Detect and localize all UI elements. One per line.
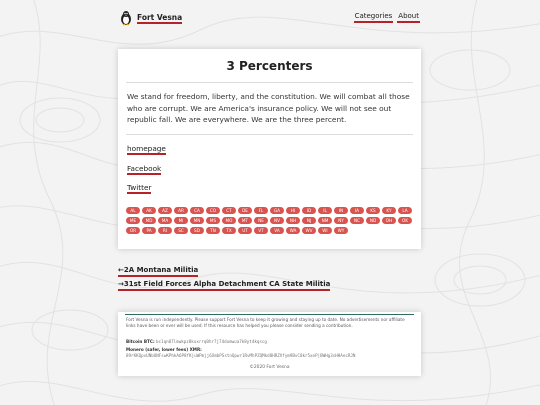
footer xyxy=(118,312,421,376)
state-tag-ok[interactable]: OK xyxy=(398,217,412,224)
state-tag-pa[interactable]: PA xyxy=(142,227,156,234)
state-tag-md[interactable]: MD xyxy=(142,217,156,224)
divider xyxy=(126,134,413,135)
state-tag-oh[interactable]: OH xyxy=(382,217,396,224)
state-tag-ak[interactable]: AK xyxy=(142,207,156,214)
nav-categories-link[interactable]: Categories xyxy=(354,12,394,23)
state-tag-il[interactable]: IL xyxy=(318,207,332,214)
penguin-logo-icon xyxy=(118,10,134,26)
twitter-link[interactable]: Twitter xyxy=(127,183,152,192)
facebook-link[interactable]: Facebook xyxy=(127,164,162,173)
state-tag-wv[interactable]: WV xyxy=(302,227,316,234)
state-tag-tn[interactable]: TN xyxy=(206,227,220,234)
state-tag-ut[interactable]: UT xyxy=(238,227,252,234)
state-tag-wi[interactable]: WI xyxy=(318,227,332,234)
state-tag-mn[interactable]: MN xyxy=(190,217,204,224)
divider xyxy=(126,82,413,83)
btc-label: Bitcoin BTC: xyxy=(126,339,155,344)
state-tag-ct[interactable]: CT xyxy=(222,207,236,214)
xmr-address[interactable]: 89rKKQpvUNbUNFswKPhkA6P8fKjuWPmjj6XmbPSstnQpwr1RvMhPZQMkd8HRZVfym9BvC8kr5xeP|BWHg3sHHAecRJN xyxy=(126,353,356,358)
xmr-row xyxy=(126,347,413,359)
state-tag-ky[interactable]: KY xyxy=(382,207,396,214)
state-tag-fl[interactable]: FL xyxy=(254,207,268,214)
state-tag-ga[interactable]: GA xyxy=(270,207,284,214)
state-tag-va[interactable]: VA xyxy=(270,227,284,234)
state-tag-nc[interactable]: NC xyxy=(350,217,364,224)
state-tag-nd[interactable]: ND xyxy=(366,217,380,224)
state-tag-nv[interactable]: NV xyxy=(270,217,284,224)
top-nav xyxy=(354,12,420,23)
homepage-link[interactable]: homepage xyxy=(127,144,166,153)
state-tag-wa[interactable]: WA xyxy=(286,227,300,234)
state-tag-ar[interactable]: AR xyxy=(174,207,188,214)
state-tag-ca[interactable]: CA xyxy=(190,207,204,214)
group-description: We stand for freedom, liberty, and the constitution. We will combat all those who are corrupt. We are America's insurance policy. We will not see out republic fall. We are everywhere. We are the three percent. xyxy=(127,92,410,124)
state-tag-vt[interactable]: VT xyxy=(254,227,268,234)
previous-entry-link[interactable]: ←2A Montana Militia xyxy=(118,266,198,277)
state-tag-ny[interactable]: NY xyxy=(334,217,348,224)
xmr-label: Monero (safer, lower fees) XMR: xyxy=(126,347,202,352)
next-entry-link[interactable]: →31st Field Forces Alpha Detachment CA State Militia xyxy=(118,280,330,291)
footer-accent-line xyxy=(125,314,414,315)
state-tag-nj[interactable]: NJ xyxy=(302,217,316,224)
state-tag-ia[interactable]: IA xyxy=(350,207,364,214)
state-tag-nh[interactable]: NH xyxy=(286,217,300,224)
state-tag-la[interactable]: LA xyxy=(398,207,412,214)
state-tag-ks[interactable]: KS xyxy=(366,207,380,214)
btc-row xyxy=(126,339,413,345)
state-tag-id[interactable]: ID xyxy=(302,207,316,214)
state-tag-az[interactable]: AZ xyxy=(158,207,172,214)
state-tag-al[interactable]: AL xyxy=(126,207,140,214)
state-tag-tx[interactable]: TX xyxy=(222,227,236,234)
support-notice: Fort Vesna is run independently. Please support Fort Vesna to keep it growing and staying up to date. No advertisements nor affiliate links have been or ever will be used. If this resource has helped you please consider sending a contribution. xyxy=(126,317,405,328)
state-tag-de[interactable]: DE xyxy=(238,207,252,214)
site-name[interactable]: Fort Vesna xyxy=(137,12,183,22)
state-tag-ma[interactable]: MA xyxy=(158,217,172,224)
state-tag-mi[interactable]: MI xyxy=(174,217,188,224)
state-tag-hi[interactable]: HI xyxy=(286,207,300,214)
state-tag-me[interactable]: ME xyxy=(126,217,140,224)
state-tag-in[interactable]: IN xyxy=(334,207,348,214)
state-tag-nm[interactable]: NM xyxy=(318,217,332,224)
state-tag-sc[interactable]: SC xyxy=(174,227,188,234)
page-title: 3 Percenters xyxy=(226,59,313,73)
state-tag-co[interactable]: CO xyxy=(206,207,220,214)
state-tag-ri[interactable]: RI xyxy=(158,227,172,234)
state-tag-ne[interactable]: NE xyxy=(254,217,268,224)
state-tags xyxy=(126,207,418,234)
group-card xyxy=(118,49,421,249)
state-tag-mo[interactable]: MO xyxy=(222,217,236,224)
state-tag-ms[interactable]: MS xyxy=(206,217,220,224)
state-tag-or[interactable]: OR xyxy=(126,227,140,234)
site-brand[interactable] xyxy=(118,9,182,27)
btc-address[interactable]: bc1qn07lmwkpz8kuxrrq0hr7j74dumwua7k8yt4kqscg xyxy=(156,339,267,344)
copyright: ©2020 Fort Vesna xyxy=(249,365,290,370)
nav-about-link[interactable]: About xyxy=(397,12,420,23)
state-tag-mt[interactable]: MT xyxy=(238,217,252,224)
state-tag-wy[interactable]: WY xyxy=(334,227,348,234)
state-tag-sd[interactable]: SD xyxy=(190,227,204,234)
